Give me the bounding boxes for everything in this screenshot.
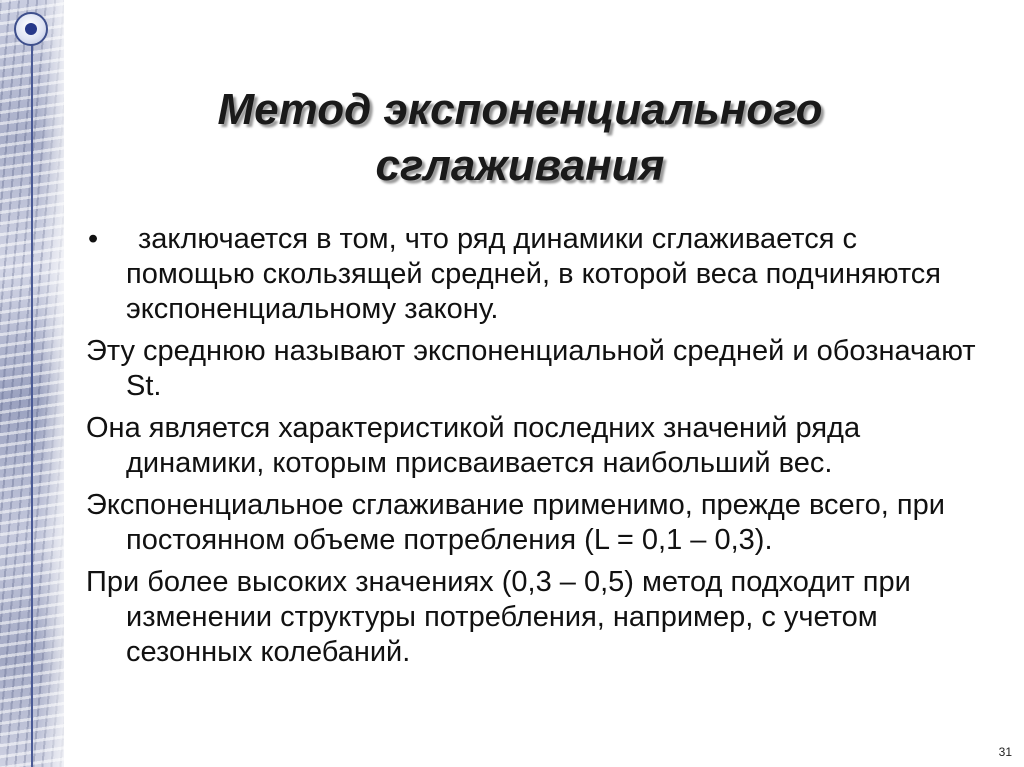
paragraph-applicability: Экспоненциальное сглаживание применимо, прежде всего, при постоянном объеме потребления (L = 0,1 – 0,3). [86,489,945,556]
circle-bullet-icon-center [25,23,37,35]
bullet-dot: • [88,223,99,255]
slide-body [86,222,986,677]
side-decoration-fade [40,0,70,767]
paragraph-characteristic: Она является характеристикой последних значений ряда динамики, которым присваивается наибольший вес. [86,412,861,479]
side-vertical-line [31,40,33,767]
paragraph-exponential-average: Эту среднюю называют экспоненциальной средней и обозначают St. [86,335,976,402]
paragraph-higher-values: При более высоких значениях (0,3 – 0,5) метод подходит при изменении структуры потребления, например, с учетом сезонных колебаний. [86,566,911,668]
circle-bullet-icon [14,12,48,46]
slide-title: Метод экспоненциального сглаживания [217,85,823,190]
bullet-text: заключается в том, что ряд динамики сглаживается с помощью скользящей средней, в которой веса подчиняются экспоненциальному закону. [126,223,942,325]
page-number: 31 [998,745,1012,759]
bullet-item [86,222,986,327]
